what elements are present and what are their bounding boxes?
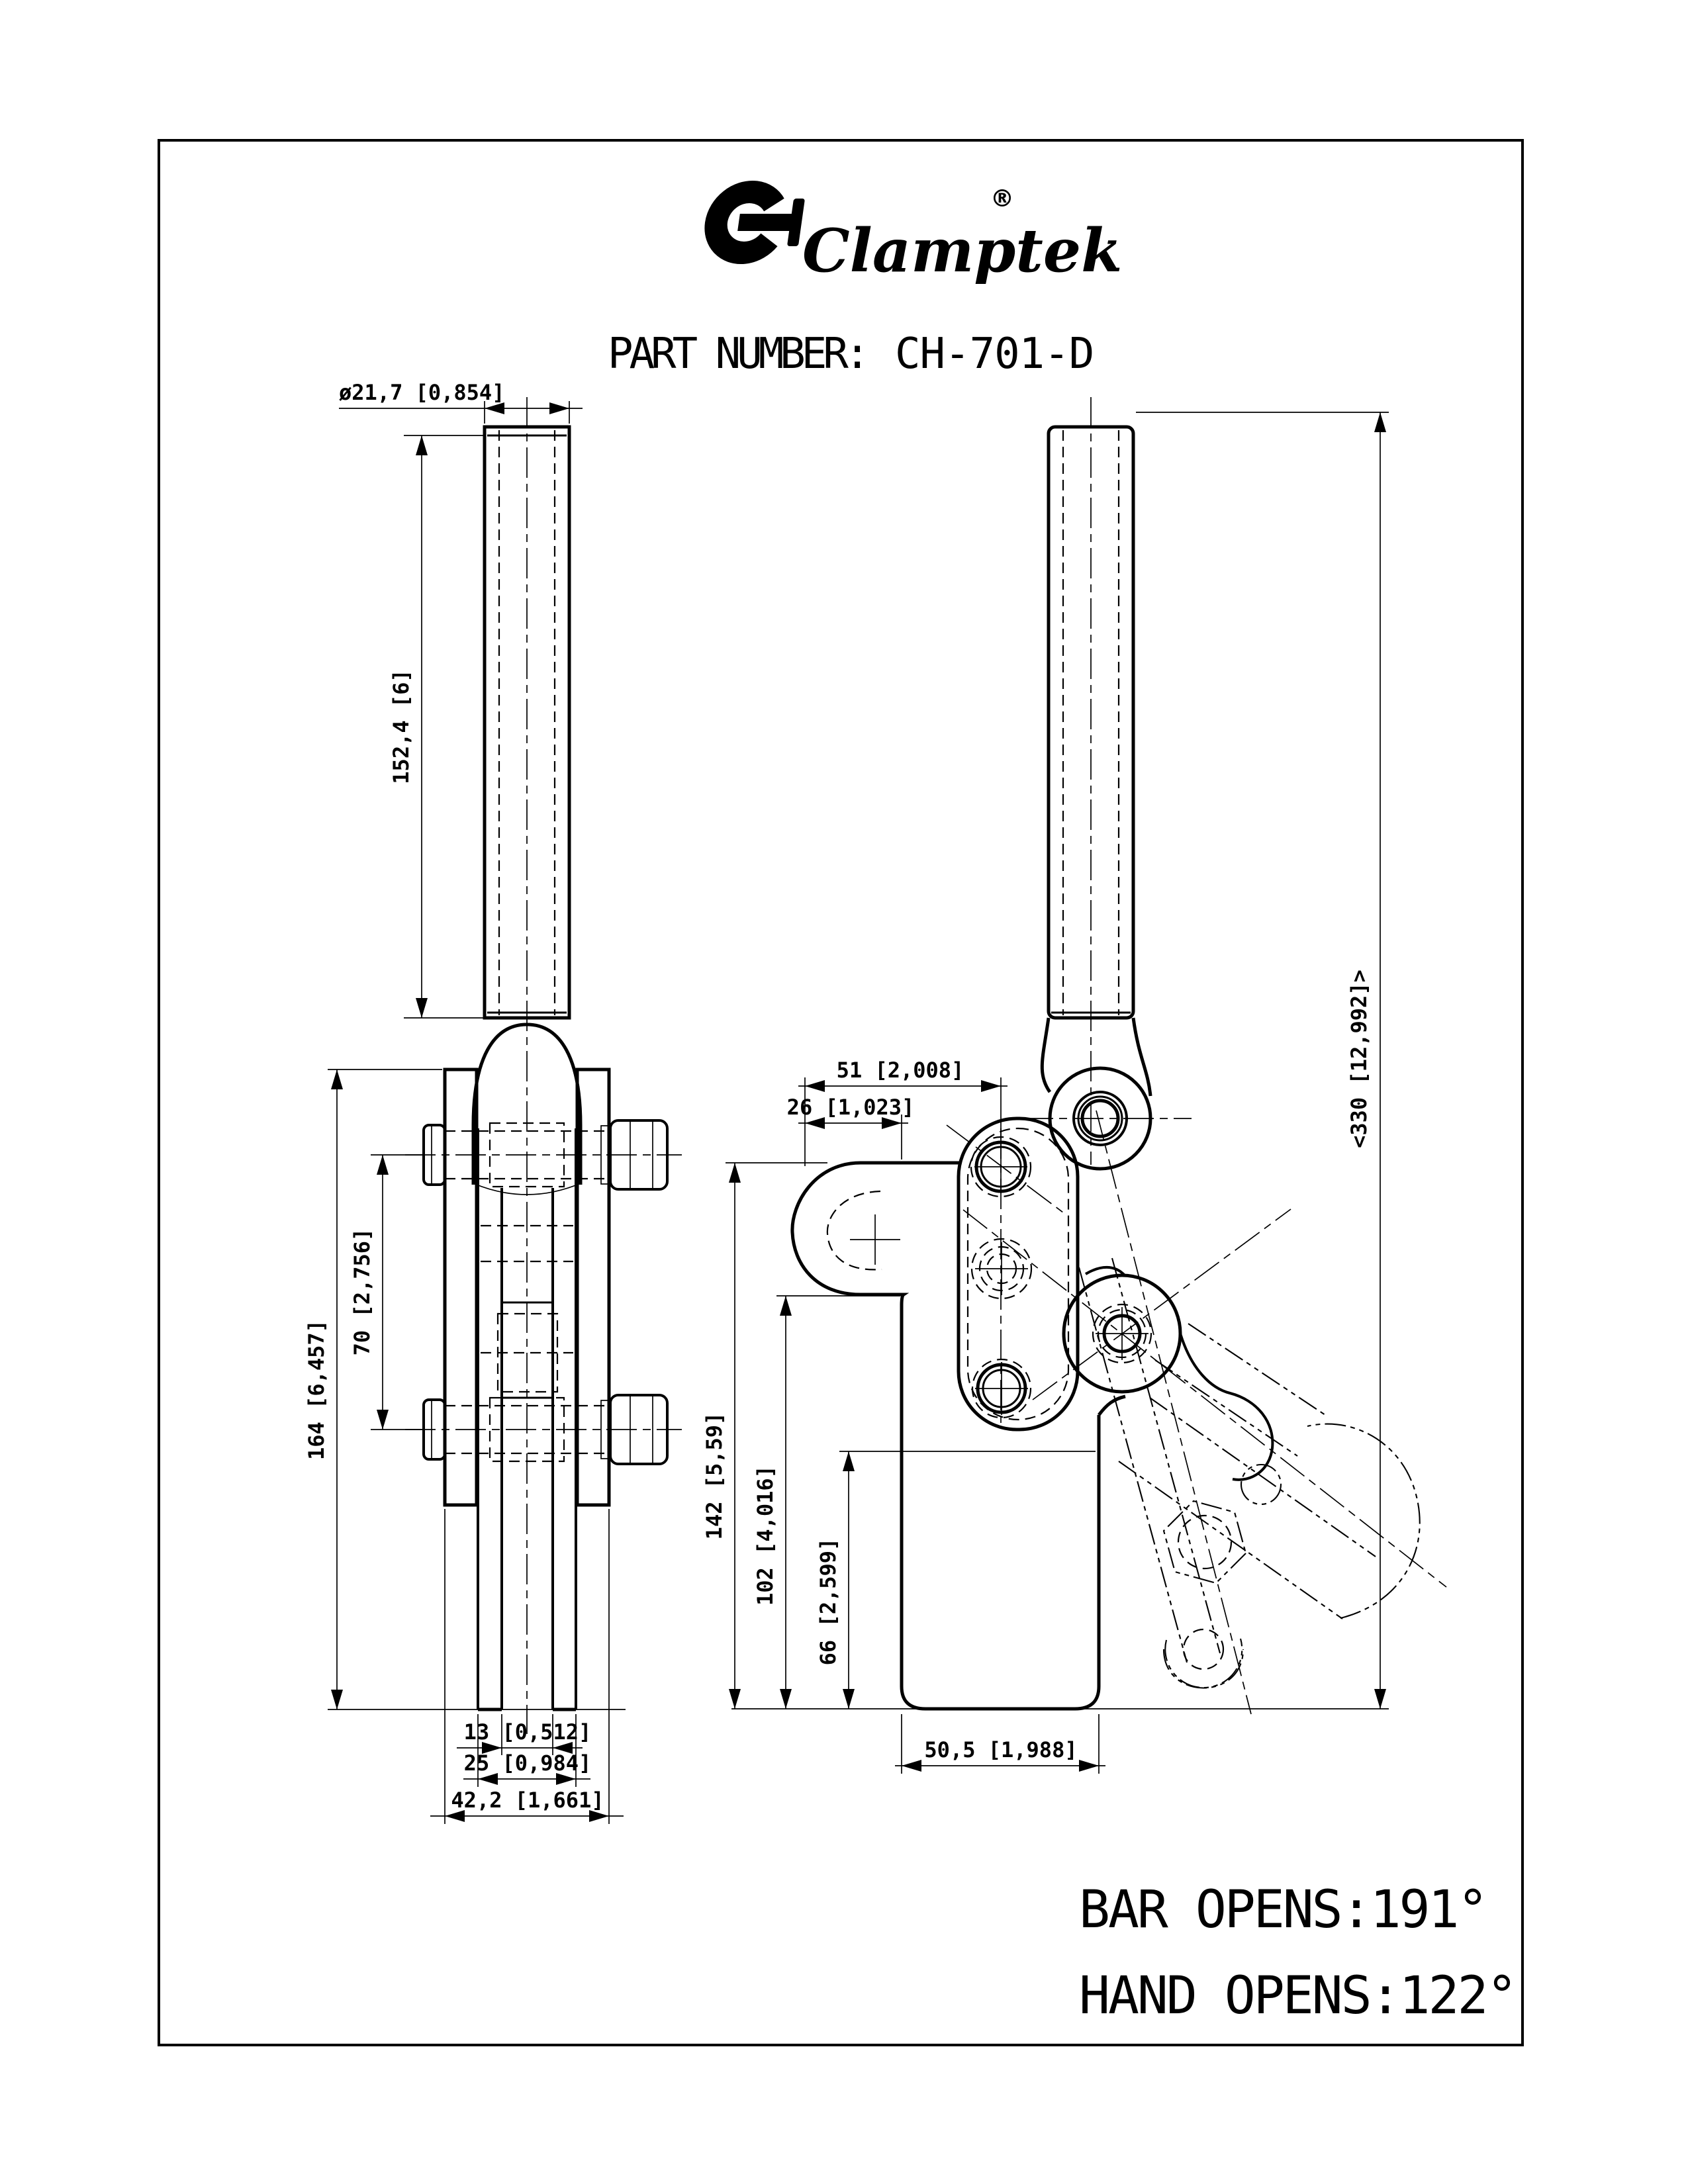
handle-tube-side <box>1049 397 1133 1165</box>
svg-text:142 [5,59]: 142 [5,59] <box>702 1412 727 1540</box>
left-view <box>304 380 682 1824</box>
svg-text:26 [1,023]: 26 [1,023] <box>786 1095 915 1120</box>
svg-text:42,2 [1,661]: 42,2 [1,661] <box>451 1788 604 1813</box>
dim-handle-length <box>389 435 483 1018</box>
svg-text:66 [2,599]: 66 [2,599] <box>816 1537 841 1666</box>
dim-bolt-spacing <box>350 1155 424 1430</box>
svg-text:70 [2,756]: 70 [2,756] <box>350 1228 375 1356</box>
dim-height-142 <box>702 1163 827 1709</box>
note-bar-opens: BAR OPENS:191° <box>1079 1880 1487 1940</box>
svg-text:13 [0,512]: 13 [0,512] <box>463 1719 592 1745</box>
svg-text:102 [4,016]: 102 [4,016] <box>753 1465 778 1606</box>
top-pivot-lobe <box>1023 1068 1192 1169</box>
svg-text:25 [0,984]: 25 [0,984] <box>463 1751 592 1776</box>
upper-pivot-bolt <box>405 1120 682 1189</box>
clamptek-logo-icon <box>712 192 806 253</box>
part-number-label: PART NUMBER: <box>608 330 867 379</box>
dim-overall-height <box>1136 412 1389 1709</box>
dim-bar-offset <box>787 1095 915 1160</box>
notes <box>1079 1880 1515 2026</box>
dim-base-width <box>895 1714 1105 1774</box>
registered-mark: ® <box>990 185 1014 212</box>
part-number-line <box>608 330 1094 379</box>
clamptek-logo <box>712 185 1123 286</box>
svg-text:<330 [12,992]>: <330 [12,992]> <box>1346 970 1372 1148</box>
brand-text: Clamptek <box>802 216 1123 286</box>
diagonal-centerlines <box>947 1111 1446 1714</box>
phantom-foot-hole <box>1184 1629 1223 1669</box>
svg-text:164 [6,457]: 164 [6,457] <box>304 1320 329 1460</box>
link-plate <box>959 1118 1078 1430</box>
dim-height-66 <box>816 1451 1096 1709</box>
dim-handle-diameter <box>339 380 583 424</box>
right-view <box>702 397 1446 1774</box>
handle-neck-left <box>1042 1018 1050 1092</box>
drawing-border <box>159 140 1523 2045</box>
clamp-bar-closed <box>792 1163 961 1314</box>
phantom-spindle <box>1079 1267 1187 1662</box>
base-block <box>902 1314 1125 1709</box>
note-hand-opens: HAND OPENS:122° <box>1079 1966 1516 2026</box>
svg-text:51 [2,008]: 51 [2,008] <box>836 1058 964 1083</box>
svg-text:ø21,7 [0,854]: ø21,7 [0,854] <box>339 380 505 405</box>
lower-pivot-bolt <box>405 1395 682 1464</box>
svg-text:50,5 [1,988]: 50,5 [1,988] <box>924 1737 1078 1762</box>
dim-slot-width <box>457 1714 591 1755</box>
svg-text:152,4 [6]: 152,4 [6] <box>389 669 414 784</box>
part-number-value: CH-701-D <box>895 330 1094 379</box>
phantom-open-arm <box>1079 1258 1420 1688</box>
